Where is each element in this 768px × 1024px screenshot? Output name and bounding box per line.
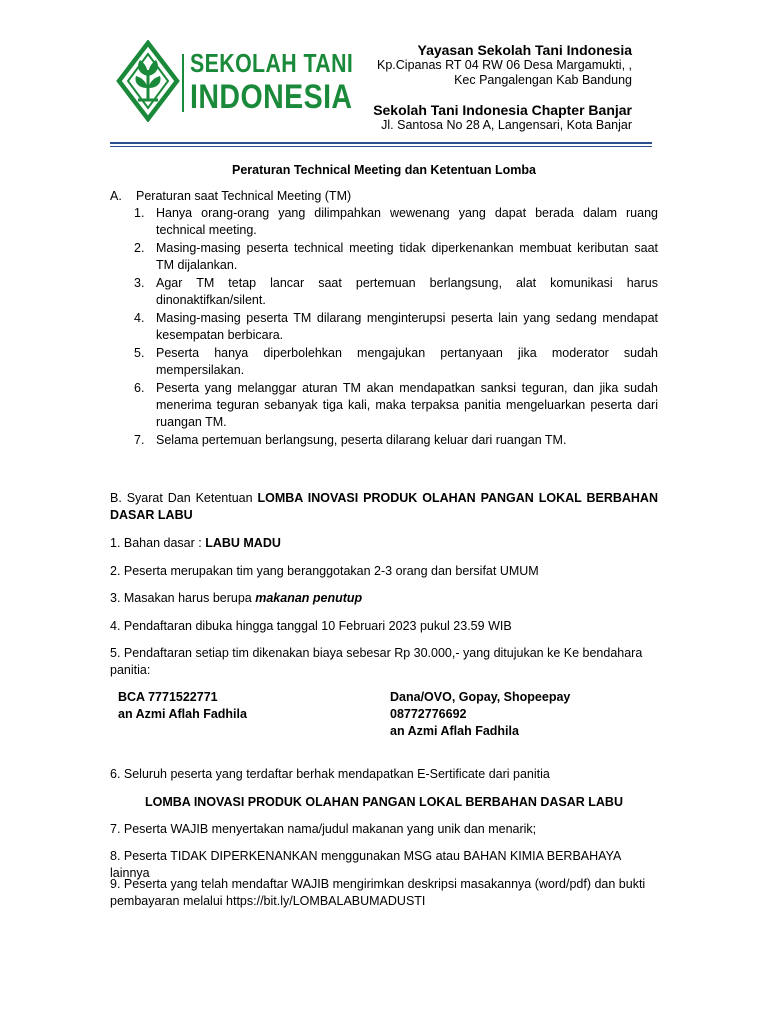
rule-3-emphasis: makanan penutup (255, 591, 363, 605)
section-a-item (134, 310, 658, 344)
rule-6: 6. Seluruh peserta yang terdaftar berhak mendapatkan E-Sertificate dari panitia (110, 767, 550, 781)
section-a-item-text: Hanya orang-orang yang dilimpahkan wewenang yang dapat berada dalam ruang technical meeting. (156, 206, 658, 237)
letterhead-rule-thin (110, 146, 652, 147)
section-a-item (134, 240, 658, 274)
section-a-item-number: 4. (134, 311, 145, 325)
section-a-item-number: 2. (134, 241, 145, 255)
payment-bca-holder: an Azmi Aflah Fadhila (118, 707, 247, 721)
section-a-item (134, 345, 658, 379)
payment-ewallet-number: 08772776692 (390, 707, 467, 721)
section-a-item-text: Peserta hanya diperbolehkan mengajukan pertanyaan jika moderator sudah mempersilakan. (156, 346, 658, 377)
document-title: Peraturan Technical Meeting dan Ketentuan Lomba (232, 163, 536, 177)
section-a-item (134, 205, 658, 239)
rule-3-text: 3. Masakan harus berupa (110, 591, 256, 605)
section-a-list (110, 205, 658, 449)
section-a-label: A. (110, 189, 122, 203)
logo-line-2: INDONESIA (190, 78, 353, 116)
organization-address-line-2: Kec Pangalengan Kab Bandung (454, 73, 632, 87)
section-a-item-text: Masing-masing peserta TM dilarang menginterupsi peserta lain yang sedang mendapat kesempatan berbicara. (156, 311, 658, 342)
section-a-item (134, 275, 658, 309)
letterhead-rule-thick (110, 142, 652, 144)
logo-wordmark (190, 50, 389, 114)
chapter-name: Sekolah Tani Indonesia Chapter Banjar (373, 102, 632, 118)
section-a-item-number: 7. (134, 433, 145, 447)
section-a-item-number: 3. (134, 276, 145, 290)
section-b-intro-text: B. Syarat Dan Ketentuan (110, 491, 258, 505)
logo-divider (182, 54, 184, 112)
rule-1-text: 1. Bahan dasar : (110, 536, 206, 550)
payment-ewallet-holder: an Azmi Aflah Fadhila (390, 724, 519, 738)
section-a-item-text: Agar TM tetap lancar saat pertemuan berlangsung, alat komunikasi harus dinonaktifkan/silent. (156, 276, 658, 307)
section-a-heading-text: Peraturan saat Technical Meeting (TM) (136, 189, 352, 203)
rule-3 (110, 590, 658, 607)
section-a-item-number: 1. (134, 206, 145, 220)
section-a-item (134, 380, 658, 431)
rule-1 (110, 535, 658, 552)
organization-address-line-1: Kp.Cipanas RT 04 RW 06 Desa Margamukti, , (377, 58, 632, 72)
organization-name: Yayasan Sekolah Tani Indonesia (417, 42, 632, 58)
rule-5: 5. Pendaftaran setiap tim dikenakan biaya sebesar Rp 30.000,- yang ditujukan ke Ke bendahara panitia: (110, 646, 643, 677)
payment-bca (118, 689, 247, 723)
section-a-item (134, 432, 658, 449)
rule-9: 9. Peserta yang telah mendaftar WAJIB mengirimkan deskripsi masakannya (word/pdf) dan bukti pembayaran melalui https://bit.ly/LOMBALABUMADUSTI (110, 877, 646, 908)
payment-bca-account: BCA 7771522771 (118, 690, 218, 704)
rule-4: 4. Pendaftaran dibuka hingga tanggal 10 Februari 2023 pukul 23.59 WIB (110, 619, 512, 633)
section-a-item-text: Masing-masing peserta technical meeting tidak diperkenankan membuat keributan saat TM dijalankan. (156, 241, 658, 272)
rule-2: 2. Peserta merupakan tim yang beranggotakan 2-3 orang dan bersifat UMUM (110, 564, 539, 578)
section-a-heading (110, 188, 658, 205)
chapter-address: Jl. Santosa No 28 A, Langensari, Kota Banjar (381, 118, 632, 132)
section-a-item-number: 6. (134, 381, 145, 395)
rule-8: 8. Peserta TIDAK DIPERKENANKAN menggunakan MSG atau BAHAN KIMIA BERBAHAYA lainnya (110, 849, 621, 880)
payment-ewallet-providers: Dana/OVO, Gopay, Shopeepay (390, 690, 571, 704)
section-b-competition-name: LOMBA INOVASI PRODUK OLAHAN PANGAN LOKAL BERBAHAN DASAR LABU (110, 491, 658, 522)
section-a-item-text: Selama pertemuan berlangsung, peserta dilarang keluar dari ruangan TM. (156, 433, 567, 447)
section-a (110, 188, 658, 450)
section-a-item-number: 5. (134, 346, 145, 360)
rule-1-bold: LABU MADU (205, 536, 281, 550)
rule-7: 7. Peserta WAJIB menyertakan nama/judul makanan yang unik dan menarik; (110, 822, 537, 836)
letterhead-address-block (373, 42, 632, 133)
competition-subtitle: LOMBA INOVASI PRODUK OLAHAN PANGAN LOKAL BERBAHAN DASAR LABU (144, 795, 623, 809)
logo-line-1: SEKOLAH TANI (190, 48, 354, 78)
section-b-intro (110, 490, 658, 524)
payment-ewallet (390, 689, 570, 740)
section-a-item-text: Peserta yang melanggar aturan TM akan mendapatkan sanksi teguran, dan jika sudah menerima teguran sebanyak tiga kali, maka terpaksa panitia mengeluarkan peserta dari ruangan TM. (156, 381, 658, 429)
sekolah-tani-logo-icon (116, 40, 180, 122)
